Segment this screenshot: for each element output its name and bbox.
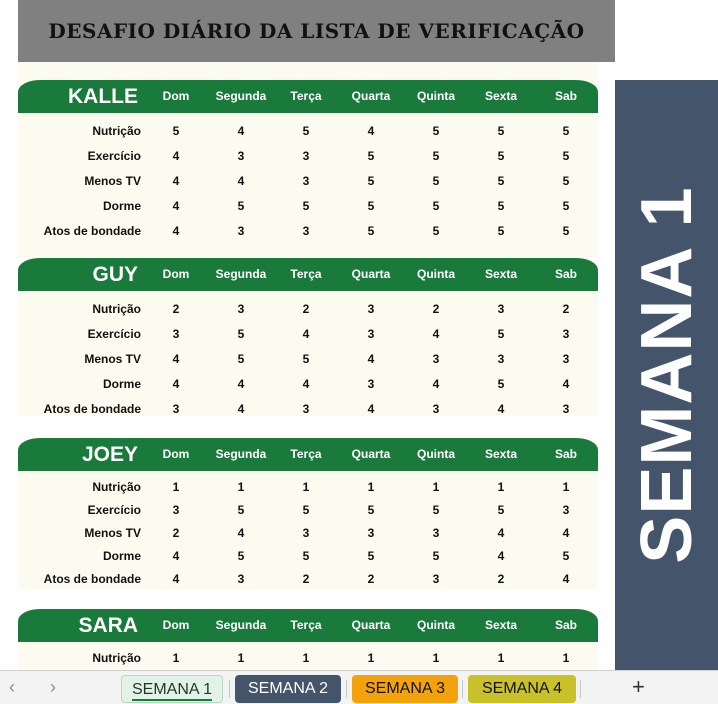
- score-cell[interactable]: 3: [172, 327, 180, 341]
- scroll-left-icon[interactable]: ‹: [9, 677, 15, 697]
- tab-separator: [580, 680, 581, 698]
- day-header: Terça: [290, 89, 322, 103]
- sheet-tab-label: SEMANA 2: [247, 680, 329, 697]
- day-header: Sab: [554, 447, 577, 461]
- score-cell[interactable]: 1: [562, 480, 570, 494]
- sheet-tab-2[interactable]: [235, 675, 341, 703]
- title-banner: [18, 0, 615, 62]
- day-header: Quarta: [351, 618, 391, 632]
- score-cell[interactable]: 2: [172, 526, 180, 540]
- score-cell[interactable]: 4: [237, 174, 245, 188]
- score-cell[interactable]: 1: [367, 651, 375, 665]
- score-cell[interactable]: 2: [367, 572, 375, 586]
- score-cell[interactable]: 1: [172, 480, 180, 494]
- score-cell[interactable]: 3: [237, 302, 245, 316]
- table-row: [18, 349, 598, 369]
- score-cell[interactable]: 1: [237, 651, 245, 665]
- score-cell[interactable]: 5: [497, 124, 505, 138]
- score-cell[interactable]: 4: [562, 572, 570, 586]
- score-cell[interactable]: 3: [367, 377, 375, 391]
- score-cell[interactable]: 3: [172, 402, 180, 416]
- day-header: Sab: [554, 267, 577, 281]
- day-header: Sexta: [484, 267, 518, 281]
- score-cell[interactable]: 3: [562, 503, 570, 517]
- score-cell[interactable]: 5: [237, 327, 245, 341]
- score-cell[interactable]: 3: [302, 402, 310, 416]
- category-label: Nutrição: [92, 651, 141, 665]
- add-sheet-icon[interactable]: +: [632, 674, 645, 699]
- score-cell[interactable]: 5: [302, 503, 310, 517]
- score-cell[interactable]: 3: [562, 402, 570, 416]
- score-cell[interactable]: 5: [432, 224, 440, 238]
- day-header: Sexta: [484, 618, 518, 632]
- category-label: Atos de bondade: [43, 224, 141, 238]
- sheet-tab-label: SEMANA 4: [481, 680, 563, 697]
- score-cell[interactable]: 5: [562, 224, 570, 238]
- score-cell[interactable]: 4: [367, 124, 375, 138]
- score-cell[interactable]: 5: [237, 199, 245, 213]
- day-header: Sexta: [484, 89, 518, 103]
- category-label: Exercício: [87, 503, 141, 517]
- week-side-panel: [615, 80, 718, 670]
- score-cell[interactable]: 5: [237, 503, 245, 517]
- day-header: Dom: [162, 447, 190, 461]
- score-cell[interactable]: 5: [497, 174, 505, 188]
- score-cell[interactable]: 5: [432, 174, 440, 188]
- table-row: [18, 299, 598, 319]
- score-cell[interactable]: 3: [302, 224, 310, 238]
- person-name: SARA: [78, 614, 138, 637]
- score-cell[interactable]: 4: [432, 377, 440, 391]
- category-label: Nutrição: [92, 480, 141, 494]
- table-header: [18, 438, 598, 471]
- sheet-tab-bar: [0, 670, 718, 704]
- score-cell[interactable]: 2: [302, 302, 310, 316]
- category-label: Menos TV: [84, 526, 141, 540]
- person-name: GUY: [92, 263, 138, 286]
- score-cell[interactable]: 5: [432, 149, 440, 163]
- day-header: Quinta: [417, 89, 455, 103]
- category-label: Exercício: [87, 327, 141, 341]
- score-cell[interactable]: 3: [367, 526, 375, 540]
- category-label: Menos TV: [84, 174, 141, 188]
- table-row: [18, 221, 598, 241]
- sheet-tab-3[interactable]: [352, 675, 458, 703]
- tab-separator: [346, 680, 347, 698]
- score-cell[interactable]: 3: [237, 149, 245, 163]
- day-header: Terça: [290, 447, 322, 461]
- score-cell[interactable]: 4: [172, 377, 180, 391]
- table-row: [18, 500, 598, 520]
- score-cell[interactable]: 5: [302, 352, 310, 366]
- score-cell[interactable]: 4: [172, 174, 180, 188]
- score-cell[interactable]: 3: [302, 149, 310, 163]
- score-cell[interactable]: 3: [302, 526, 310, 540]
- sheet-tab-4[interactable]: [468, 675, 576, 703]
- scroll-right-icon[interactable]: ›: [50, 677, 56, 697]
- score-cell[interactable]: 3: [497, 352, 505, 366]
- day-header: Terça: [290, 618, 322, 632]
- day-header: Quinta: [417, 267, 455, 281]
- table-row: [18, 523, 598, 543]
- day-header: Dom: [162, 89, 190, 103]
- score-cell[interactable]: 5: [497, 377, 505, 391]
- day-header: Quarta: [351, 89, 391, 103]
- day-header: Quinta: [417, 447, 455, 461]
- score-cell[interactable]: 5: [497, 149, 505, 163]
- score-cell[interactable]: 5: [367, 199, 375, 213]
- category-label: Dorme: [102, 199, 141, 213]
- score-cell[interactable]: 2: [432, 302, 440, 316]
- person-name: JOEY: [81, 443, 138, 466]
- day-header: Sexta: [484, 447, 518, 461]
- score-cell[interactable]: 3: [432, 526, 440, 540]
- score-cell[interactable]: 4: [172, 149, 180, 163]
- table-row: [18, 399, 598, 419]
- tab-separator: [229, 680, 230, 698]
- score-cell[interactable]: 5: [497, 327, 505, 341]
- day-header: Dom: [162, 618, 190, 632]
- page-title: DESAFIO DIÁRIO DA LISTA DE VERIFICAÇÃO: [48, 19, 585, 43]
- day-header: Quarta: [351, 447, 391, 461]
- score-cell[interactable]: 5: [497, 503, 505, 517]
- score-cell[interactable]: 5: [367, 224, 375, 238]
- score-cell[interactable]: 3: [497, 302, 505, 316]
- table-row: [18, 648, 598, 668]
- table-row: [18, 546, 598, 566]
- score-cell[interactable]: 5: [562, 199, 570, 213]
- score-cell[interactable]: 1: [497, 480, 505, 494]
- score-cell[interactable]: 5: [562, 124, 570, 138]
- score-cell[interactable]: 5: [367, 549, 375, 563]
- category-label: Nutrição: [92, 124, 141, 138]
- table-row: [18, 196, 598, 216]
- day-header: Terça: [290, 267, 322, 281]
- score-cell[interactable]: 4: [172, 352, 180, 366]
- score-cell[interactable]: 5: [367, 503, 375, 517]
- table-row: [18, 569, 598, 589]
- category-label: Exercício: [87, 149, 141, 163]
- score-cell[interactable]: 4: [497, 526, 505, 540]
- score-cell[interactable]: 3: [237, 224, 245, 238]
- score-cell[interactable]: 4: [432, 327, 440, 341]
- table-header: [18, 609, 598, 642]
- table-row: [18, 121, 598, 141]
- day-header: Quarta: [351, 267, 391, 281]
- score-cell[interactable]: 1: [562, 651, 570, 665]
- score-cell[interactable]: 1: [172, 651, 180, 665]
- category-label: Atos de bondade: [43, 572, 141, 586]
- table-row: [18, 146, 598, 166]
- day-header: Segunda: [215, 618, 267, 632]
- table-row: [18, 477, 598, 497]
- table-header: [18, 80, 598, 113]
- score-cell[interactable]: 5: [367, 174, 375, 188]
- day-header: Segunda: [215, 447, 267, 461]
- score-cell[interactable]: 3: [172, 503, 180, 517]
- score-cell[interactable]: 1: [497, 651, 505, 665]
- score-cell[interactable]: 3: [562, 327, 570, 341]
- score-cell[interactable]: 3: [367, 302, 375, 316]
- table-header: [18, 258, 598, 291]
- category-label: Atos de bondade: [43, 402, 141, 416]
- score-cell[interactable]: 2: [172, 302, 180, 316]
- score-cell[interactable]: 2: [497, 572, 505, 586]
- score-cell[interactable]: 4: [237, 526, 245, 540]
- score-cell[interactable]: 4: [562, 526, 570, 540]
- score-cell[interactable]: 5: [562, 174, 570, 188]
- score-cell[interactable]: 4: [497, 402, 505, 416]
- day-header: Sab: [554, 89, 577, 103]
- category-label: Nutrição: [92, 302, 141, 316]
- table-row: [18, 171, 598, 191]
- score-cell[interactable]: 5: [432, 549, 440, 563]
- category-label: Dorme: [102, 549, 141, 563]
- score-cell[interactable]: 4: [172, 572, 180, 586]
- score-cell[interactable]: 2: [562, 302, 570, 316]
- score-cell[interactable]: 4: [237, 402, 245, 416]
- score-cell[interactable]: 3: [367, 327, 375, 341]
- score-cell[interactable]: 3: [432, 572, 440, 586]
- score-cell[interactable]: 5: [302, 124, 310, 138]
- score-cell[interactable]: 4: [172, 199, 180, 213]
- score-cell[interactable]: 3: [432, 352, 440, 366]
- score-cell[interactable]: 4: [367, 402, 375, 416]
- sheet-tab-label: SEMANA 1: [132, 681, 212, 701]
- score-cell[interactable]: 5: [562, 149, 570, 163]
- category-label: Dorme: [102, 377, 141, 391]
- score-cell[interactable]: 4: [562, 377, 570, 391]
- day-header: Dom: [162, 267, 190, 281]
- score-cell[interactable]: 5: [302, 549, 310, 563]
- score-cell[interactable]: 1: [432, 480, 440, 494]
- score-cell[interactable]: 4: [367, 352, 375, 366]
- category-label: Menos TV: [84, 352, 141, 366]
- score-cell[interactable]: 4: [302, 327, 310, 341]
- score-cell[interactable]: 2: [302, 572, 310, 586]
- score-cell[interactable]: 5: [497, 224, 505, 238]
- score-cell[interactable]: 5: [302, 199, 310, 213]
- table-row: [18, 374, 598, 394]
- score-cell[interactable]: 4: [497, 549, 505, 563]
- day-header: Segunda: [215, 89, 267, 103]
- score-cell[interactable]: 5: [432, 503, 440, 517]
- score-cell[interactable]: 1: [367, 480, 375, 494]
- score-cell[interactable]: 4: [172, 224, 180, 238]
- score-cell[interactable]: 4: [237, 377, 245, 391]
- tab-separator: [462, 680, 463, 698]
- day-header: Segunda: [215, 267, 267, 281]
- score-cell[interactable]: 1: [302, 651, 310, 665]
- score-cell[interactable]: 5: [432, 199, 440, 213]
- day-header: Sab: [554, 618, 577, 632]
- score-cell[interactable]: 4: [302, 377, 310, 391]
- score-cell[interactable]: 1: [302, 480, 310, 494]
- sheet-tab-label: SEMANA 3: [364, 680, 446, 697]
- score-cell[interactable]: 5: [367, 149, 375, 163]
- score-cell[interactable]: 5: [562, 549, 570, 563]
- day-header: Quinta: [417, 618, 455, 632]
- score-cell[interactable]: 3: [237, 572, 245, 586]
- score-cell[interactable]: 4: [237, 124, 245, 138]
- score-cell[interactable]: 3: [302, 174, 310, 188]
- person-name: KALLE: [68, 85, 138, 108]
- score-cell[interactable]: 5: [432, 124, 440, 138]
- table-row: [18, 324, 598, 344]
- score-cell[interactable]: 1: [432, 651, 440, 665]
- score-cell[interactable]: 5: [497, 199, 505, 213]
- score-cell[interactable]: 4: [172, 549, 180, 563]
- score-cell[interactable]: 5: [237, 549, 245, 563]
- week-label: SEMANA 1: [626, 186, 707, 564]
- score-cell[interactable]: 5: [172, 124, 180, 138]
- score-cell[interactable]: 1: [237, 480, 245, 494]
- score-cell[interactable]: 3: [432, 402, 440, 416]
- sheet-tab-1[interactable]: [121, 675, 223, 703]
- score-cell[interactable]: 3: [562, 352, 570, 366]
- score-cell[interactable]: 5: [237, 352, 245, 366]
